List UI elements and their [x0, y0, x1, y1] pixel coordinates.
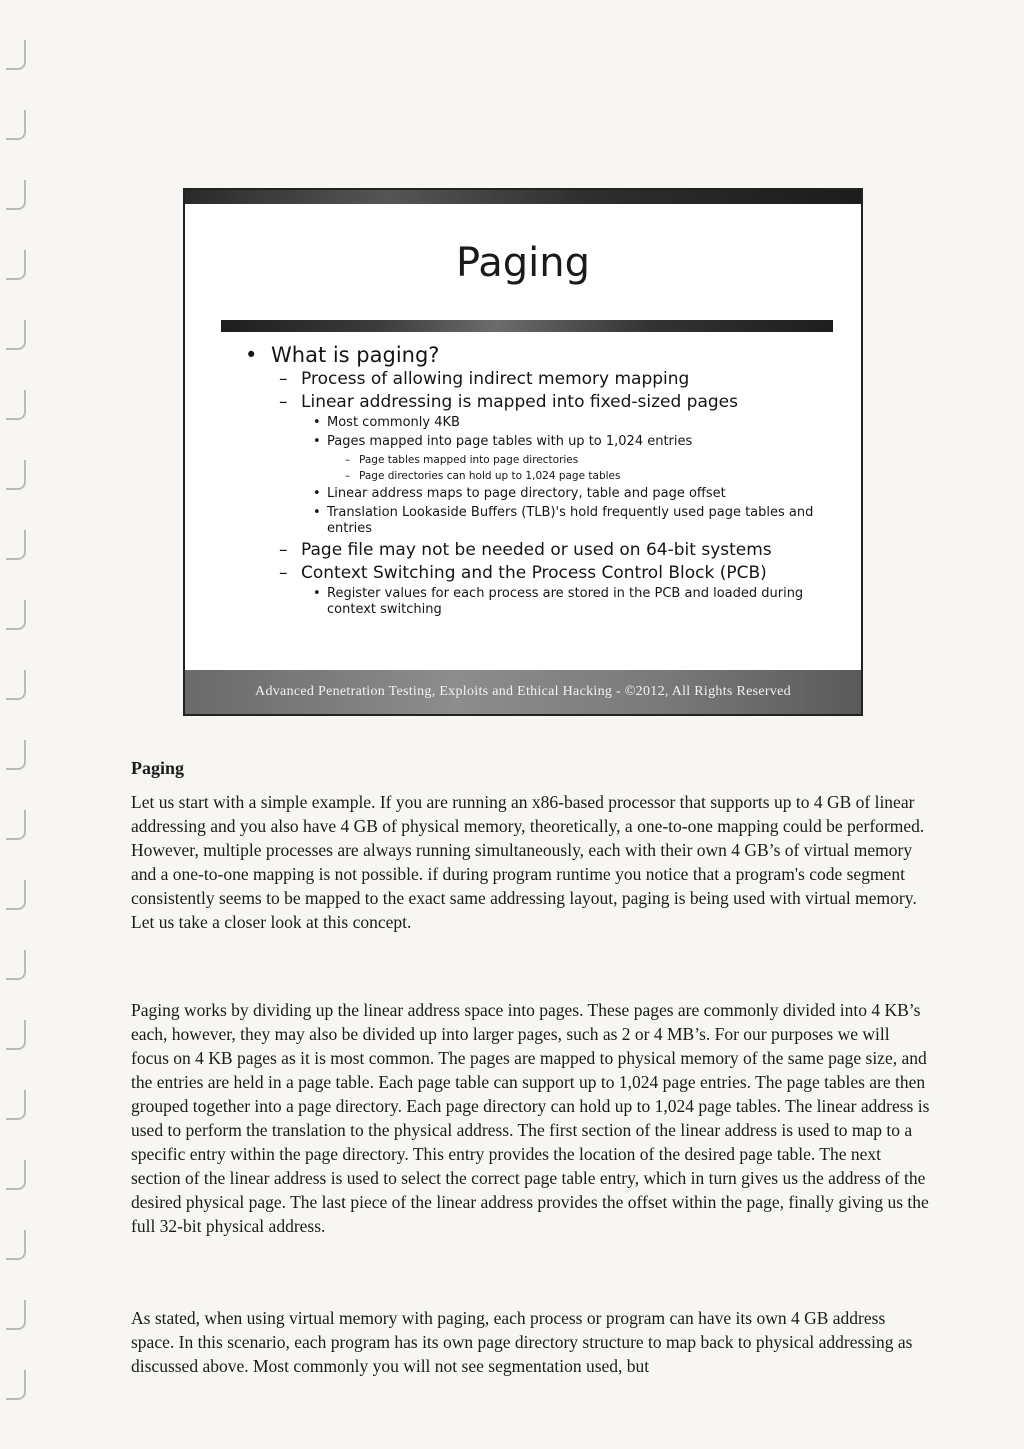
paragraph: Let us start with a simple example. If you are running an x86-based processor that supports up to 4 GB of linear addressing and you also have 4 GB of physical memory, theoretically, a one-to-one mapping could be performed. However, multiple processes are always running simultaneously, each with their own 4 GB’s of virtual memory and a one-to-one mapping is not possible. if during program runtime you notice that a program's code segment consistently seems to be mapped to the exact same addressing layout, paging is being used with virtual memory. Let us take a closer look at this concept.: [131, 792, 925, 932]
bullet-marker: –: [345, 454, 351, 466]
binder-mark: [6, 740, 26, 770]
bullet-item: [279, 369, 845, 389]
binder-mark: [6, 250, 26, 280]
binder-mark: [6, 950, 26, 980]
binder-mark: [6, 390, 26, 420]
bullet-text: Register values for each process are stored in the PCB and loaded during context switching: [327, 586, 804, 617]
bullet-item: [345, 469, 845, 483]
paragraph: As stated, when using virtual memory with paging, each process or program can have its own 4 GB address space. In this scenario, each program has its own page directory structure to map back to physical addressing as discussed above. Most commonly you will not see segmentation used, but: [131, 1308, 913, 1376]
bullet-item: [279, 563, 845, 583]
bullet-item: [313, 486, 845, 502]
bullet-marker: •: [313, 486, 321, 501]
bullet-text: Linear address maps to page directory, table and page offset: [327, 486, 726, 501]
slide-bullet-list: [245, 343, 845, 621]
binder-mark: [6, 460, 26, 490]
bullet-item: [279, 392, 845, 412]
section-heading: Paging: [131, 758, 185, 778]
bullet-marker: •: [313, 434, 321, 449]
slide-title: Paging: [455, 240, 591, 286]
bullet-marker: –: [279, 563, 288, 583]
binder-mark: [6, 1160, 26, 1190]
slide-footer: Advanced Penetration Testing, Exploits and Ethical Hacking - ©2012, All Rights Reserved: [185, 670, 861, 714]
bullet-marker: •: [313, 415, 321, 430]
bullet-item: [313, 415, 845, 431]
bullet-item: [245, 343, 845, 367]
binder-mark: [6, 810, 26, 840]
binder-mark: [6, 1370, 26, 1400]
bullet-marker: •: [313, 586, 321, 601]
binder-mark: [6, 880, 26, 910]
binder-mark: [6, 1090, 26, 1120]
paragraph: Paging works by dividing up the linear address space into pages. These pages are commonly divided into 4 KB’s each, however, they may also be divided up into larger pages, such as 2 or 4 MB’s. For our purposes we will focus on 4 KB pages as it is most common. The pages are mapped to physical memory of the same page size, and the entries are held in a page table. Each page table can support up to 1,024 page entries. The page tables are then grouped together into a page directory. Each page directory can hold up to 1,024 page tables. The linear address is used to perform the translation to the physical address. The first section of the linear address is used to map to a specific entry within the page directory. This entry provides the location of the desired page table. The next section of the linear address is used to select the correct page table entry, which in turn gives us the address of the desired physical page. The last piece of the linear address provides the offset within the page, finally giving us the full 32-bit physical address.: [131, 1000, 930, 1236]
slide-top-bar: [185, 190, 861, 204]
bullet-marker: •: [313, 505, 321, 520]
bullet-text: Translation Lookaside Buffers (TLB)'s hold frequently used page tables and entries: [327, 505, 814, 536]
binder-mark: [6, 670, 26, 700]
binder-mark: [6, 40, 26, 70]
binder-holes: [0, 0, 40, 1449]
binder-mark: [6, 600, 26, 630]
slide: [183, 188, 863, 716]
bullet-marker: –: [279, 369, 288, 389]
binder-mark: [6, 1230, 26, 1260]
bullet-text: Most commonly 4KB: [327, 415, 460, 430]
bullet-text: Pages mapped into page tables with up to 1,024 entries: [327, 434, 693, 449]
bullet-marker: •: [245, 343, 258, 367]
bullet-text: Linear addressing is mapped into fixed-sized pages: [301, 392, 738, 412]
binder-mark: [6, 1300, 26, 1330]
bullet-marker: –: [279, 392, 288, 412]
slide-divider: [221, 320, 833, 332]
bullet-text: Page directories can hold up to 1,024 page tables: [359, 470, 621, 482]
binder-mark: [6, 110, 26, 140]
bullet-item: [313, 586, 845, 618]
bullet-text: What is paging?: [271, 343, 440, 367]
bullet-marker: –: [279, 540, 288, 560]
bullet-item: [279, 540, 845, 560]
bullet-text: Page file may not be needed or used on 64-bit systems: [301, 540, 772, 560]
bullet-item: [313, 505, 845, 537]
binder-mark: [6, 530, 26, 560]
binder-mark: [6, 1020, 26, 1050]
bullet-text: Page tables mapped into page directories: [359, 454, 579, 466]
binder-mark: [6, 180, 26, 210]
bullet-item: [345, 453, 845, 467]
binder-mark: [6, 320, 26, 350]
bullet-item: [313, 434, 845, 450]
bullet-marker: –: [345, 470, 351, 482]
bullet-text: Context Switching and the Process Control Block (PCB): [301, 563, 767, 583]
bullet-text: Process of allowing indirect memory mapping: [301, 369, 690, 389]
